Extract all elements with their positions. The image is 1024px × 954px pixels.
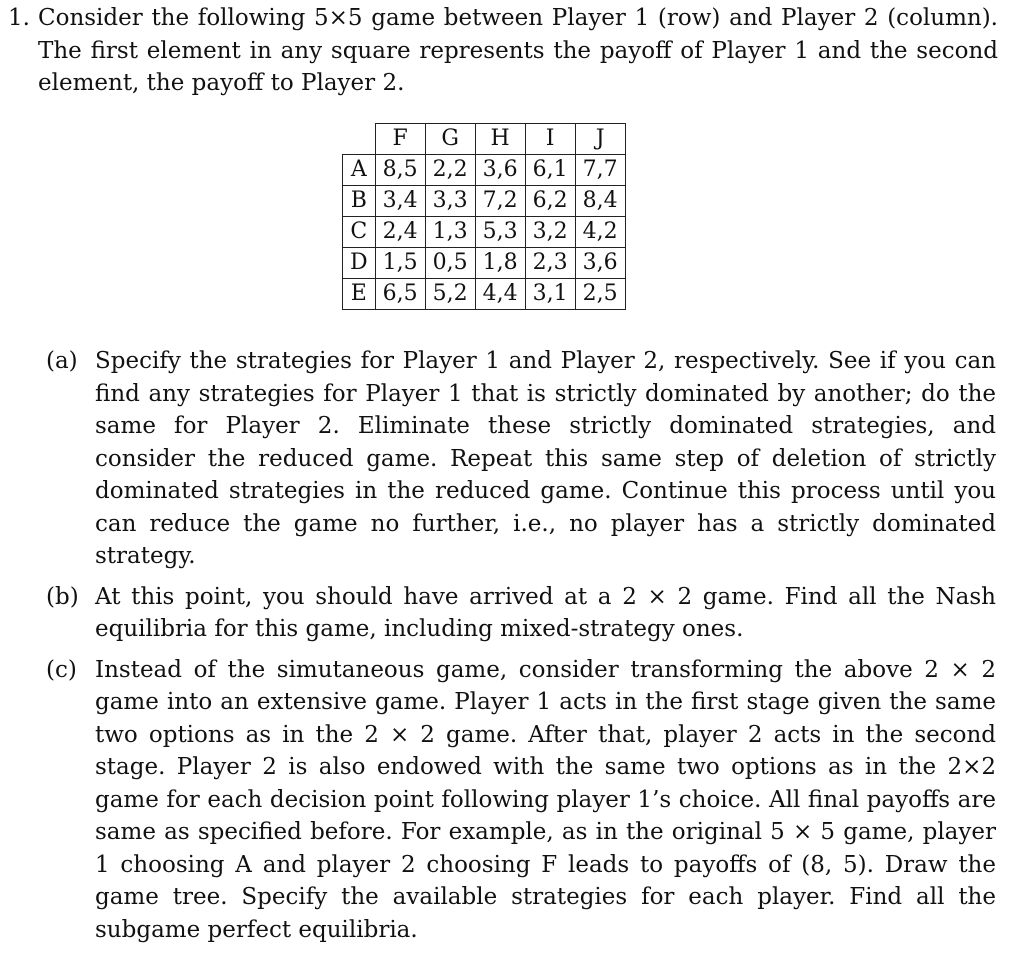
row-label: A xyxy=(343,155,376,186)
row-label: C xyxy=(343,217,376,248)
sub-question-text: Instead of the simutaneous game, consider transforming the above 2 × 2 game into an extensive game. Player 1 acts in the first stage given the same two options as in the 2 × 2 game. After that, player 2 acts in the second stage. Player 2 is also endowed with the same two options as in the 2×2 game for each decision point following player 1’s choice. All final payoffs are same as specified before. For example, as in the original 5 × 5 game, player 1 choosing A and player 2 choosing F leads to payoffs of (8, 5). Draw the game tree. Specify the available strategies for each player. Find all the subgame perfect equilibria. xyxy=(95,656,996,943)
table-row xyxy=(343,186,626,217)
payoff-cell: 0,5 xyxy=(425,248,475,279)
payoff-cell: 2,5 xyxy=(575,279,625,310)
sub-question-label: (c) xyxy=(46,656,77,683)
payoff-cell: 2,3 xyxy=(525,248,575,279)
payoff-cell: 6,1 xyxy=(525,155,575,186)
sub-question-b xyxy=(46,581,996,646)
payoff-cell: 6,2 xyxy=(525,186,575,217)
problem-intro: Consider the following 5×5 game between Player 1 (row) and Player 2 (column). The first element in any square represents the payoff of Player 1 and the second element, the payoff to Player 2. xyxy=(38,5,998,96)
sub-question-label: (b) xyxy=(46,583,79,610)
table-row xyxy=(343,279,626,310)
column-header: F xyxy=(375,124,425,155)
column-header: J xyxy=(575,124,625,155)
payoff-cell: 2,4 xyxy=(375,217,425,248)
payoff-cell: 3,1 xyxy=(525,279,575,310)
payoff-matrix xyxy=(342,123,626,310)
table-row xyxy=(343,155,626,186)
payoff-cell: 1,3 xyxy=(425,217,475,248)
sub-question-c xyxy=(46,654,996,947)
payoff-cell: 3,4 xyxy=(375,186,425,217)
table-row xyxy=(343,217,626,248)
payoff-cell: 8,4 xyxy=(575,186,625,217)
payoff-cell: 3,3 xyxy=(425,186,475,217)
payoff-cell: 1,5 xyxy=(375,248,425,279)
payoff-cell: 3,2 xyxy=(525,217,575,248)
payoff-header-row xyxy=(343,124,626,155)
problem-header xyxy=(8,2,998,100)
payoff-cell: 5,2 xyxy=(425,279,475,310)
column-header: G xyxy=(425,124,475,155)
sub-question-text: At this point, you should have arrived at a 2 × 2 game. Find all the Nash equilibria for this game, including mixed-strategy ones. xyxy=(95,583,996,642)
column-header: H xyxy=(475,124,525,155)
sub-question-text: Specify the strategies for Player 1 and Player 2, respectively. See if you can find any strategies for Player 1 that is strictly dominated by another; do the same for Player 2. Eliminate these strictly dominated strategies, and consider the reduced game. Repeat this same step of deletion of strictly dominated strategies in the reduced game. Continue this process until you can reduce the game no further, i.e., no player has a strictly dominated strategy. xyxy=(95,348,996,569)
row-label: D xyxy=(343,248,376,279)
payoff-cell: 6,5 xyxy=(375,279,425,310)
problem-number: 1. xyxy=(8,5,30,31)
payoff-cell: 3,6 xyxy=(575,248,625,279)
payoff-cell: 3,6 xyxy=(475,155,525,186)
sub-question-a xyxy=(46,345,996,573)
payoff-cell: 1,8 xyxy=(475,248,525,279)
payoff-cell: 5,3 xyxy=(475,217,525,248)
payoff-cell: 7,7 xyxy=(575,155,625,186)
sub-question-label: (a) xyxy=(46,348,78,374)
row-label: B xyxy=(343,186,376,217)
payoff-cell: 2,2 xyxy=(425,155,475,186)
payoff-cell: 7,2 xyxy=(475,186,525,217)
sub-questions xyxy=(46,345,996,954)
payoff-cell: 4,4 xyxy=(475,279,525,310)
column-header: I xyxy=(525,124,575,155)
problem-statement xyxy=(8,2,998,100)
corner-cell xyxy=(343,124,376,155)
table-row xyxy=(343,248,626,279)
payoff-cell: 4,2 xyxy=(575,217,625,248)
row-label: E xyxy=(343,279,376,310)
payoff-cell: 8,5 xyxy=(375,155,425,186)
